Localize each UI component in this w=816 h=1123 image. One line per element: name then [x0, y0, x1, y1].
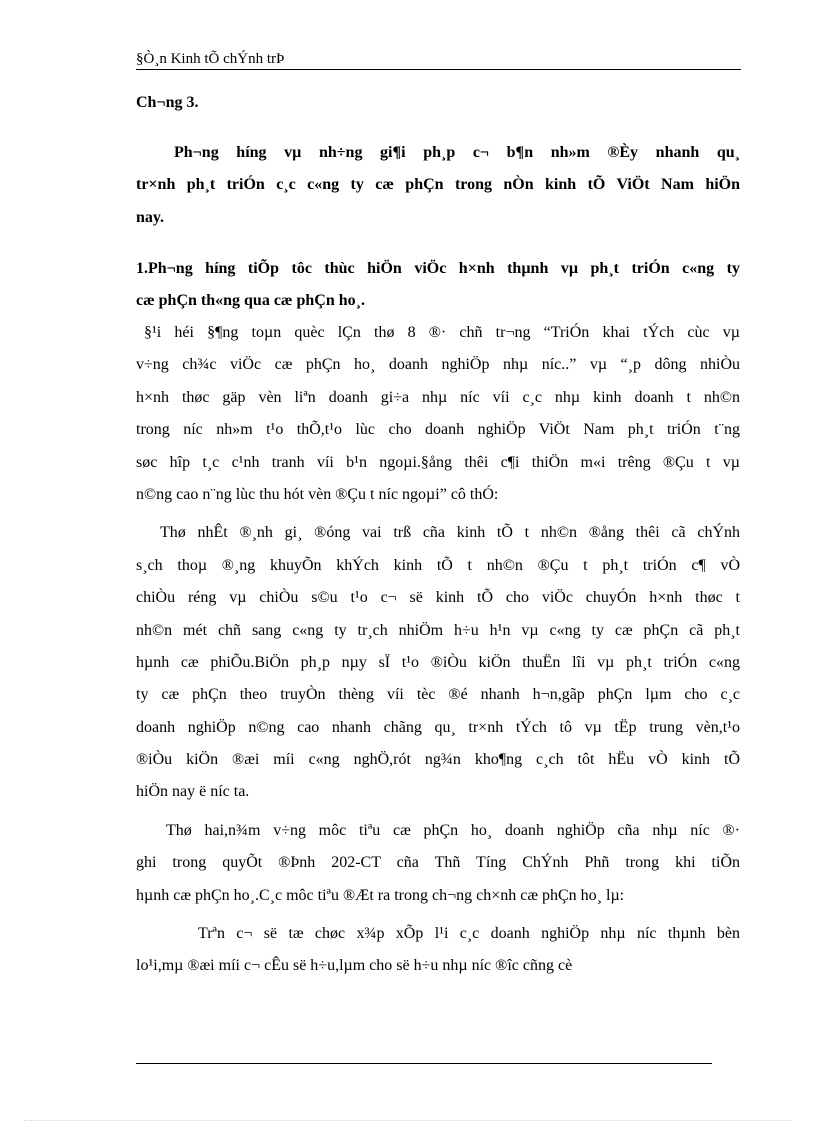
body-text [136, 317, 740, 983]
paragraph-line: ghi trong quyÕt ®Þnh 202-CT cña Thñ Tíng ChÝnh Phñ trong khi tiÕn [136, 854, 740, 872]
paragraph-line: søc hîp t¸c c¹nh tranh víi b¹n ngoµi.§ång thêi c¶i thiÖn m«i trêng ®Çu t vµ [136, 453, 740, 471]
section-heading-line: cæ phÇn th«ng qua cæ phÇn ho¸. [136, 292, 365, 310]
paragraph-line: Thø hai,n¾m v÷ng môc tiªu cæ phÇn ho¸ doanh nghiÖp cña nhµ níc ®· [166, 821, 740, 839]
page-bottom-divider [24, 1120, 792, 1121]
chapter-title [136, 136, 740, 233]
paragraph-line: lo¹i,mµ ®æi míi c¬ cÊu së h÷u,lµm cho së h÷u nhµ níc ®îc cñng cè [136, 957, 573, 975]
header-rule [136, 69, 741, 70]
paragraph-line: hµnh cæ phÇn ho¸.C¸c môc tiªu ®Æt ra trong ch¬ng ch×nh cæ phÇn ho¸ lµ: [136, 886, 625, 904]
chapter-title-line: tr×nh ph¸t triÓn c¸c c«ng ty cæ phÇn trong nÒn kinh tÕ ViÖt Nam hiÖn [136, 176, 740, 194]
paragraph-line: hµnh cæ phiÕu.BiÖn ph¸p nµy sÏ t¹o ®iÒu kiÖn thuËn lîi vµ ph¸t triÓn c«ng [136, 653, 740, 671]
paragraph-line: ®iÒu kiÖn ®æi míi c«ng nghÖ,rót ng¾n kho¶ng c¸ch tôt hËu vÒ kinh tÕ [136, 751, 740, 769]
chapter-title-line: nay. [136, 208, 165, 226]
paragraph-line: n©ng cao n¨ng lùc thu hót vèn ®Çu t níc ngoµi” cô thÓ: [136, 485, 499, 503]
running-header: §Ò¸n Kinh tÕ chÝnh trÞ [136, 51, 285, 67]
paragraph-line: Trªn c¬ së tæ chøc x¾p xÕp l¹i c¸c doanh nghiÖp nhµ níc thµnh bèn [198, 925, 740, 943]
paragraph-line: h×nh thøc gäp vèn liªn doanh gi÷a nhµ níc víi c¸c nhµ kinh doanh t nh©n [136, 388, 740, 406]
paragraph-line: doanh nghiÖp n©ng cao nhanh chãng qu¸ tr×nh tÝch tô vµ tËp trung vèn,t¹o [136, 718, 740, 736]
paragraph-line: Thø nhÊt ®¸nh gi¸ ®óng vai trß cña kinh tÕ t nh©n ®ång thêi cã chÝnh [160, 524, 740, 542]
footer-rule [136, 1063, 712, 1064]
paragraph-line: v÷ng ch¾c viÖc cæ phÇn ho¸ doanh nghiÖp nhµ níc..” vµ “¸p dông nhiÒu [136, 356, 740, 374]
section-heading [136, 252, 740, 317]
paragraph-line: hiÖn nay ë níc ta. [136, 783, 250, 801]
chapter-title-line: Ph¬ng híng vµ nh÷ng gi¶i ph¸p c¬ b¶n nh»m ®Èy nhanh qu¸ [174, 144, 740, 161]
chapter-heading: Ch¬ng 3. [136, 94, 199, 111]
paragraph-line: nh©n mét chñ sang c«ng ty tr¸ch nhiÖm h÷u h¹n vµ c«ng ty cæ phÇn cã ph¸t [136, 621, 740, 639]
paragraph-line: trong níc nh»m t¹o thÕ,t¹o lùc cho doanh nghiÖp ViÖt Nam ph¸t triÓn t¨ng [136, 421, 740, 439]
paragraph-line: chiÒu réng vµ chiÒu s©u t¹o c¬ së kinh tÕ cho viÖc chuyÓn h×nh thøc t [136, 589, 740, 607]
paragraph-line: ty cæ phÇn theo truyÒn thèng víi tèc ®é nhanh h¬n,gãp phÇn lµm cho c¸c [136, 686, 740, 704]
section-heading-line: 1.Ph¬ng híng tiÕp tôc thùc hiÖn viÖc h×nh thµnh vµ ph¸t triÓn c«ng ty [136, 260, 740, 277]
paragraph-line: §¹i héi §¶ng toµn quèc lÇn thø 8 ®· chñ tr¬ng “TriÓn khai tÝch cùc vµ [144, 324, 740, 341]
paragraph-line: s¸ch thoµ ®¸ng khuyÕn khÝch kinh tÕ t nh©n ®Çu t ph¸t triÓn c¶ vÒ [136, 556, 740, 574]
